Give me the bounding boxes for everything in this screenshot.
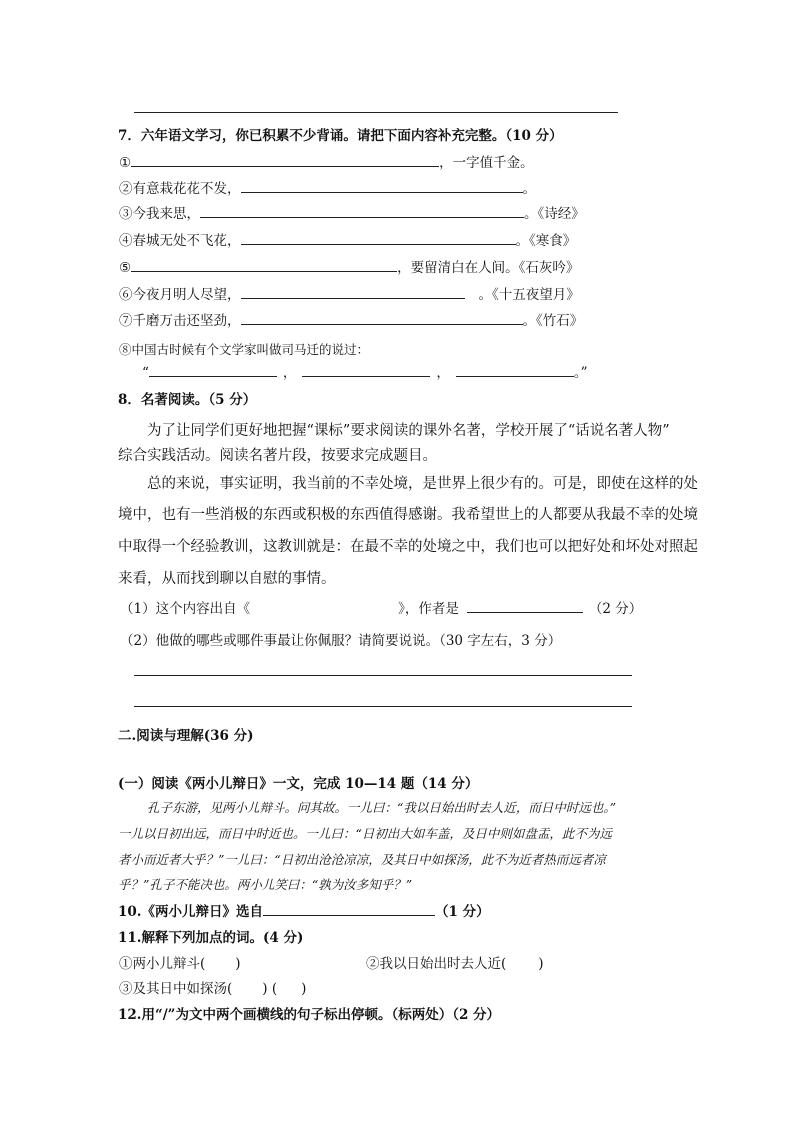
- q7-item-1: ① ，一字值千金。: [119, 151, 534, 171]
- q8-title: 8．名著阅读。（5 分）: [118, 392, 257, 408]
- reading1-line-2: 一儿以日初出远，而日中时近也。一儿曰：“日初出大如车盖，及日中则如盘盂，此不为远: [118, 826, 612, 841]
- section2-title: 二.阅读与理解(36 分): [118, 728, 254, 744]
- q8-excerpt-line-2: 境中，也有一些消极的东西或积极的东西值得感谢。我希望世上的人都要从我最不幸的处境: [118, 507, 698, 523]
- q10-blank[interactable]: [263, 901, 435, 916]
- reading1-line-3: 者小而近者大乎？”一儿曰：“日初出沧沧凉凉，及其日中如探汤，此不为近者热而远者凉: [118, 852, 606, 867]
- q8-intro-line-1: 为了让同学们更好地把握“课标”要求阅读的课外名著，学校开展了“话说名著人物”: [147, 423, 670, 439]
- answer-line-top[interactable]: [134, 112, 618, 113]
- q11-item-2: ②我以日始出时去人近( ): [366, 956, 544, 972]
- q7-item-2: ②有意栽花花不发， 。: [119, 177, 536, 197]
- q7-item-8-blanks: “ ， ， 。”: [142, 361, 588, 381]
- q7-item-4: ④春城无处不飞花， 。《寒食》: [119, 229, 576, 249]
- q8-excerpt-line-3: 中取得一个经验教训，这教训就是：在最不幸的处境之中，我们也可以把好处和坏处对照起: [118, 539, 698, 555]
- q11-title: 11.解释下列加点的词。(4 分): [118, 930, 304, 946]
- reading1-line-4: 乎？”孔子不能决也。两小儿笑曰：“孰为汝多知乎？”: [118, 877, 413, 892]
- q8-sub2: （2）他做的哪些或哪件事最让你佩服？请简要说说。（30 字左右，3 分）: [120, 633, 562, 649]
- q12-title: 12.用“/”为文中两个画横线的句子标出停顿。（标两处）（2 分）: [118, 1007, 501, 1023]
- q10: 10.《两小儿辩日》选自 （1 分）: [118, 900, 490, 920]
- q7-item-3: ③今我来思， 。《诗经》: [119, 202, 585, 222]
- q7-item-6-blank[interactable]: [241, 284, 465, 299]
- q8-answer-line-2[interactable]: [134, 706, 632, 707]
- q11-item-3: ③及其日中如探汤( ) ( ): [119, 981, 307, 997]
- q7-item-6: ⑥今夜月明人尽望， 。《十五夜望月》: [119, 283, 580, 303]
- q7-item-1-blank[interactable]: [131, 152, 439, 167]
- q7-item-2-blank[interactable]: [241, 178, 523, 193]
- q7-item-5-blank[interactable]: [131, 257, 397, 272]
- q7-item-5: ⑤ ，要留清白在人间。《石灰吟》: [119, 256, 579, 276]
- q8-excerpt-line-1: 总的来说，事实证明，我当前的不幸处境，是世界上很少有的。可是，即使在这样的处: [147, 476, 698, 492]
- q7-item-4-blank[interactable]: [241, 230, 516, 245]
- q7-title: 7．六年语文学习，你已积累不少背诵。请把下面内容补充完整。（10 分）: [118, 128, 563, 144]
- q7-item-7: ⑦千磨万击还坚劲， 。《竹石》: [119, 309, 583, 329]
- q7-item-7-blank[interactable]: [241, 310, 523, 325]
- q8-intro-line-2: 综合实践活动。阅读名著片段，按要求完成题目。: [118, 448, 437, 464]
- reading1-line-1: 孔子东游，见两小儿辩斗。问其故。一儿曰：“我以日始出时去人近，而日中时远也。”: [147, 800, 617, 815]
- q11-item-1: ①两小儿辩斗( ): [119, 956, 241, 972]
- q7-item-8-blank-2[interactable]: [302, 362, 430, 377]
- q8-sub1: （1）这个内容出自《 》，作者是 （2 分）: [120, 597, 642, 617]
- q7-item-8-blank-3[interactable]: [456, 362, 574, 377]
- q8-answer-line-1[interactable]: [134, 675, 632, 676]
- reading1-title: (一）阅读《两小儿辩日》一文，完成 10—14 题（14 分）: [118, 776, 479, 792]
- q7-item-8-intro: ⑧中国古时候有个文学家叫做司马迁的说过：: [119, 342, 370, 357]
- q8-excerpt-line-4: 来看，从而找到聊以自慰的事情。: [118, 571, 336, 587]
- q7-item-8-blank-1[interactable]: [149, 362, 277, 377]
- q7-item-3-blank[interactable]: [200, 203, 524, 218]
- q8-author-blank[interactable]: [467, 598, 583, 613]
